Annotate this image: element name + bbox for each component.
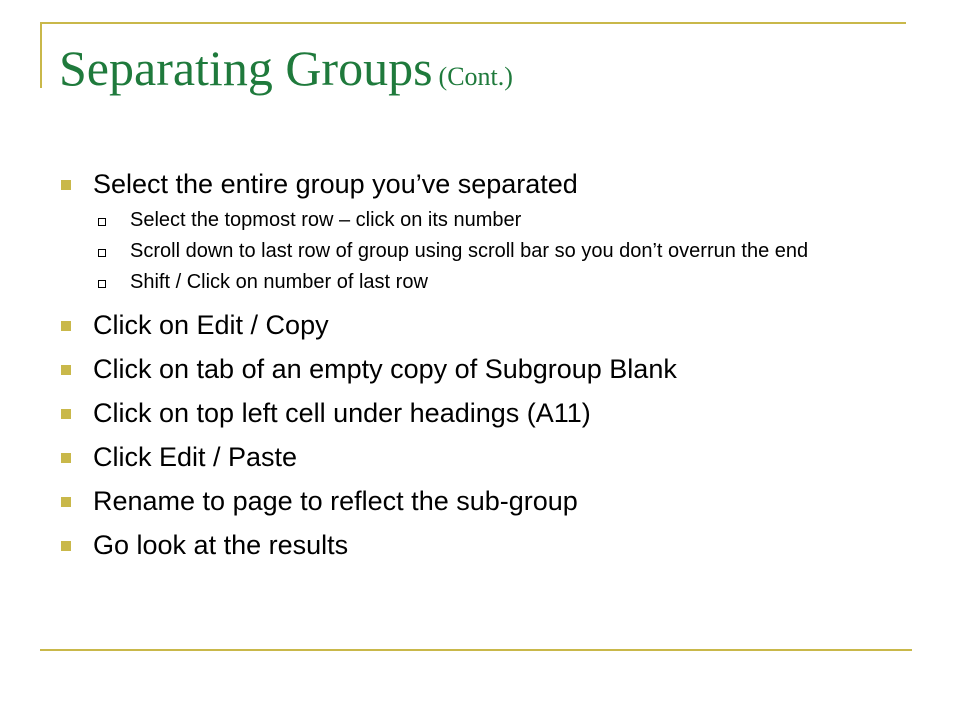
bullet-item xyxy=(60,483,920,519)
sub-bullet-item xyxy=(98,272,890,293)
square-bullet-icon xyxy=(61,497,71,507)
bullet-text: Go look at the results xyxy=(93,530,349,560)
hollow-square-bullet-icon xyxy=(98,280,106,288)
top-rule xyxy=(40,22,906,24)
hollow-square-bullet-icon xyxy=(98,218,106,226)
sub-bullet-item xyxy=(98,241,890,262)
square-bullet-icon xyxy=(61,365,71,375)
sub-bullet-text: Scroll down to last row of group using scroll bar so you don’t overrun the end xyxy=(130,240,809,262)
bullet-text: Click Edit / Paste xyxy=(93,442,298,472)
bullet-item xyxy=(60,307,920,343)
square-bullet-icon xyxy=(61,409,71,419)
square-bullet-icon xyxy=(61,321,71,331)
bullet-item xyxy=(60,351,920,387)
bullet-item xyxy=(60,527,920,563)
bullet-item xyxy=(60,166,920,202)
sub-bullet-text: Shift / Click on number of last row xyxy=(130,271,428,293)
square-bullet-icon xyxy=(61,180,71,190)
bullet-text: Rename to page to reflect the sub-group xyxy=(93,486,578,516)
slide-title xyxy=(59,38,513,107)
slide-title-suffix: (Cont.) xyxy=(438,62,513,91)
bullet-item xyxy=(60,439,920,475)
hollow-square-bullet-icon xyxy=(98,249,106,257)
sub-bullet-item xyxy=(98,210,890,231)
bullet-item xyxy=(60,395,920,431)
square-bullet-icon xyxy=(61,541,71,551)
bullet-text: Select the entire group you’ve separated xyxy=(93,169,578,199)
sub-bullet-text: Select the topmost row – click on its number xyxy=(130,209,522,231)
bullet-text: Click on top left cell under headings (A11) xyxy=(93,398,591,428)
left-rule xyxy=(40,22,42,88)
bullet-list xyxy=(60,166,920,571)
bullet-text: Click on Edit / Copy xyxy=(93,310,329,340)
bullet-text: Click on tab of an empty copy of Subgroup Blank xyxy=(93,354,677,384)
bottom-rule xyxy=(40,649,912,651)
square-bullet-icon xyxy=(61,453,71,463)
slide-title-text: Separating Groups xyxy=(59,40,433,96)
